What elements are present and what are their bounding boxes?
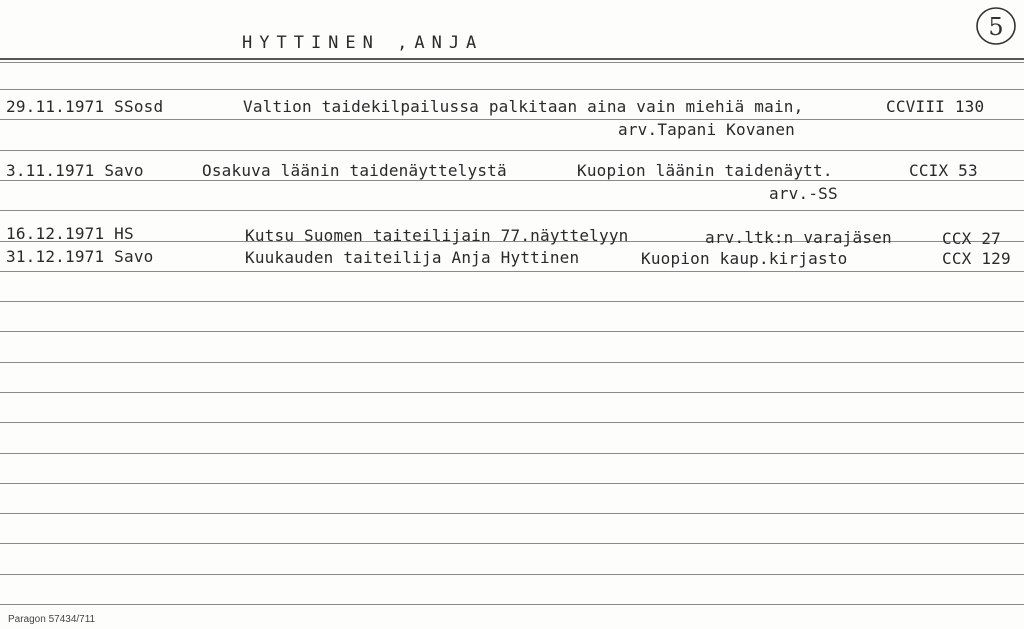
- ruled-line: [0, 543, 1024, 544]
- entry-date-source: 16.12.1971 HS: [6, 224, 134, 243]
- entry-date-source: 31.12.1971 Savo: [6, 247, 154, 266]
- entry-title: Valtion taidekilpailussa palkitaan aina vain miehiä main,: [243, 97, 804, 116]
- header-rule-thin: [0, 62, 1024, 63]
- ruled-line: [0, 180, 1024, 181]
- ruled-line: [0, 271, 1024, 272]
- ruled-line: [0, 119, 1024, 120]
- entry-date-source: 29.11.1971 SSosd: [6, 97, 164, 116]
- printer-mark: Paragon 57434/711: [8, 614, 96, 625]
- ruled-line: [0, 301, 1024, 302]
- entry-extra: Kuopion läänin taidenäytt.: [577, 161, 833, 180]
- card-number: 5: [988, 13, 1004, 41]
- ruled-line: [0, 89, 1024, 90]
- ruled-line: [0, 604, 1024, 605]
- entry-title: Kuukauden taiteilija Anja Hyttinen: [245, 248, 580, 267]
- ruled-line: [0, 210, 1024, 211]
- entry-extra: Kuopion kaup.kirjasto: [641, 249, 848, 268]
- header-rule: [0, 58, 1024, 60]
- ruled-line: [0, 513, 1024, 514]
- ruled-line: [0, 150, 1024, 151]
- entry-reference: CCX 27: [942, 229, 1001, 248]
- card-number-circle: [975, 5, 1017, 47]
- card-name-heading: HYTTINEN ,ANJA: [242, 33, 484, 53]
- entry-extra: arv.ltk:n varajäsen: [705, 228, 892, 247]
- entry-title: Kutsu Suomen taiteilijain 77.näyttelyyn: [245, 226, 629, 245]
- entry-reference: CCVIII 130: [886, 97, 985, 116]
- entry-reference: CCX 129: [942, 249, 1011, 268]
- entry-date-source: 3.11.1971 Savo: [6, 161, 144, 180]
- ruled-line: [0, 362, 1024, 363]
- ruled-line: [0, 331, 1024, 332]
- ruled-line: [0, 574, 1024, 575]
- entry-reference: CCIX 53: [909, 161, 978, 180]
- ruled-line: [0, 422, 1024, 423]
- entry-title: Osakuva läänin taidenäyttelystä: [202, 161, 507, 180]
- entry-subline: arv.-SS: [769, 184, 838, 203]
- ruled-line: [0, 453, 1024, 454]
- entry-subline: arv.Tapani Kovanen: [618, 120, 795, 139]
- ruled-line: [0, 483, 1024, 484]
- ruled-line: [0, 392, 1024, 393]
